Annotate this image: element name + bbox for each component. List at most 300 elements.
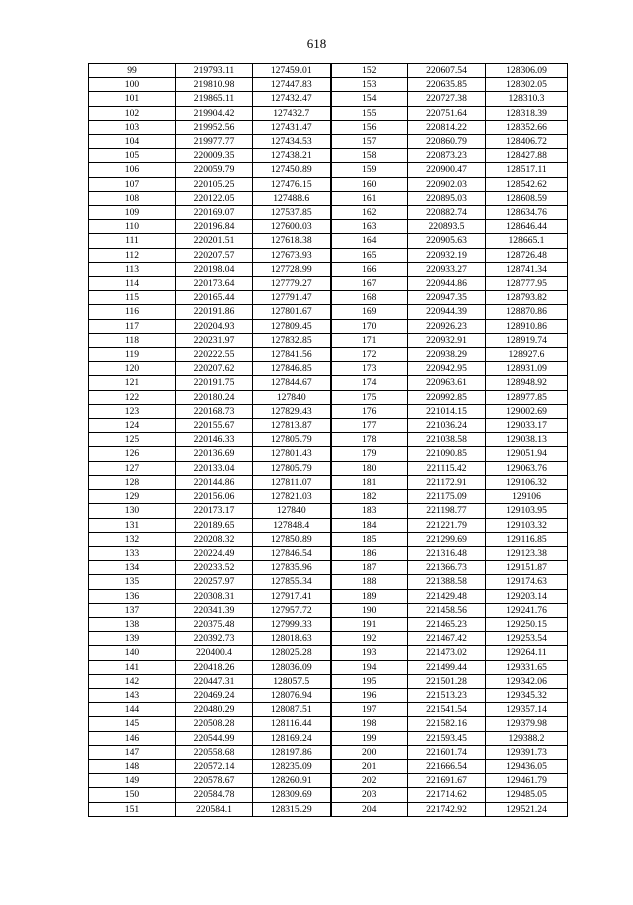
x-coordinate-right-cell: 221299.69: [408, 532, 486, 546]
table-row: [89, 532, 568, 546]
point-number-right-cell: 187: [331, 561, 408, 575]
y-coordinate-right-cell: 128910.86: [486, 319, 568, 333]
y-coordinate-left-cell: 127850.89: [253, 532, 331, 546]
point-number-right-cell: 157: [331, 135, 408, 149]
point-number-right-cell: 163: [331, 220, 408, 234]
point-number-right-cell: 172: [331, 348, 408, 362]
point-number-left-cell: 116: [89, 305, 176, 319]
point-number-right-cell: 159: [331, 163, 408, 177]
table-row: [89, 617, 568, 631]
table-row: [89, 64, 568, 78]
table-row: [89, 348, 568, 362]
y-coordinate-right-cell: 129038.13: [486, 433, 568, 447]
x-coordinate-left-cell: 220204.93: [176, 319, 253, 333]
y-coordinate-right-cell: 129461.79: [486, 774, 568, 788]
x-coordinate-right-cell: 221513.23: [408, 688, 486, 702]
y-coordinate-left-cell: 128315.29: [253, 802, 331, 816]
x-coordinate-left-cell: 220196.84: [176, 220, 253, 234]
y-coordinate-right-cell: 128919.74: [486, 333, 568, 347]
y-coordinate-left-cell: 127537.85: [253, 206, 331, 220]
table-row: [89, 319, 568, 333]
x-coordinate-left-cell: 219793.11: [176, 64, 253, 78]
y-coordinate-left-cell: 127791.47: [253, 291, 331, 305]
x-coordinate-left-cell: 219810.98: [176, 78, 253, 92]
table-row: [89, 589, 568, 603]
x-coordinate-right-cell: 221388.58: [408, 575, 486, 589]
point-number-left-cell: 117: [89, 319, 176, 333]
x-coordinate-right-cell: 220882.74: [408, 206, 486, 220]
x-coordinate-left-cell: 220392.73: [176, 632, 253, 646]
page-number: 618: [306, 36, 327, 51]
x-coordinate-left-cell: 220136.69: [176, 447, 253, 461]
point-number-left-cell: 109: [89, 206, 176, 220]
x-coordinate-right-cell: 221221.79: [408, 518, 486, 532]
point-number-right-cell: 155: [331, 106, 408, 120]
point-number-right-cell: 180: [331, 461, 408, 475]
x-coordinate-left-cell: 220544.99: [176, 731, 253, 745]
x-coordinate-left-cell: 220584.1: [176, 802, 253, 816]
point-number-right-cell: 177: [331, 419, 408, 433]
x-coordinate-right-cell: 221742.92: [408, 802, 486, 816]
y-coordinate-left-cell: 128036.09: [253, 660, 331, 674]
point-number-left-cell: 126: [89, 447, 176, 461]
point-number-left-cell: 121: [89, 376, 176, 390]
y-coordinate-right-cell: 129174.63: [486, 575, 568, 589]
x-coordinate-left-cell: 220584.78: [176, 788, 253, 802]
x-coordinate-left-cell: 220201.51: [176, 234, 253, 248]
y-coordinate-right-cell: 129002.69: [486, 404, 568, 418]
y-coordinate-right-cell: 129253.54: [486, 632, 568, 646]
point-number-right-cell: 195: [331, 674, 408, 688]
y-coordinate-right-cell: 129345.32: [486, 688, 568, 702]
y-coordinate-left-cell: 128076.94: [253, 688, 331, 702]
x-coordinate-right-cell: 220727.38: [408, 92, 486, 106]
x-coordinate-right-cell: 221473.02: [408, 646, 486, 660]
x-coordinate-left-cell: 220224.49: [176, 546, 253, 560]
x-coordinate-right-cell: 221090.85: [408, 447, 486, 461]
point-number-left-cell: 101: [89, 92, 176, 106]
y-coordinate-left-cell: 127728.99: [253, 262, 331, 276]
x-coordinate-left-cell: 220400.4: [176, 646, 253, 660]
point-number-left-cell: 99: [89, 64, 176, 78]
point-number-right-cell: 181: [331, 475, 408, 489]
point-number-right-cell: 175: [331, 390, 408, 404]
y-coordinate-left-cell: 127813.87: [253, 419, 331, 433]
y-coordinate-left-cell: 128169.24: [253, 731, 331, 745]
point-number-left-cell: 105: [89, 149, 176, 163]
table-row: [89, 518, 568, 532]
point-number-left-cell: 124: [89, 419, 176, 433]
point-number-left-cell: 129: [89, 490, 176, 504]
point-number-left-cell: 149: [89, 774, 176, 788]
y-coordinate-left-cell: 128235.09: [253, 759, 331, 773]
table-row: [89, 788, 568, 802]
y-coordinate-right-cell: 128318.39: [486, 106, 568, 120]
y-coordinate-left-cell: 127450.89: [253, 163, 331, 177]
point-number-left-cell: 144: [89, 703, 176, 717]
table-row: [89, 688, 568, 702]
table-row: [89, 632, 568, 646]
point-number-right-cell: 192: [331, 632, 408, 646]
point-number-left-cell: 139: [89, 632, 176, 646]
x-coordinate-right-cell: 220900.47: [408, 163, 486, 177]
x-coordinate-left-cell: 220233.52: [176, 561, 253, 575]
x-coordinate-left-cell: 220144.86: [176, 475, 253, 489]
table-row: [89, 802, 568, 816]
y-coordinate-right-cell: 128931.09: [486, 362, 568, 376]
point-number-right-cell: 184: [331, 518, 408, 532]
point-number-right-cell: 201: [331, 759, 408, 773]
y-coordinate-right-cell: 129103.95: [486, 504, 568, 518]
x-coordinate-left-cell: 220156.06: [176, 490, 253, 504]
table-row: [89, 731, 568, 745]
y-coordinate-left-cell: 127432.7: [253, 106, 331, 120]
y-coordinate-left-cell: 127832.85: [253, 333, 331, 347]
coordinates-table: [88, 63, 568, 817]
y-coordinate-left-cell: 127618.38: [253, 234, 331, 248]
y-coordinate-right-cell: 128542.62: [486, 177, 568, 191]
y-coordinate-right-cell: 128406.72: [486, 135, 568, 149]
point-number-right-cell: 199: [331, 731, 408, 745]
point-number-right-cell: 188: [331, 575, 408, 589]
table-row: [89, 163, 568, 177]
point-number-left-cell: 146: [89, 731, 176, 745]
x-coordinate-right-cell: 221198.77: [408, 504, 486, 518]
x-coordinate-left-cell: 220191.86: [176, 305, 253, 319]
point-number-right-cell: 186: [331, 546, 408, 560]
table-row: [89, 759, 568, 773]
y-coordinate-left-cell: 127447.83: [253, 78, 331, 92]
point-number-left-cell: 115: [89, 291, 176, 305]
table-row: [89, 447, 568, 461]
point-number-right-cell: 166: [331, 262, 408, 276]
table-row: [89, 106, 568, 120]
y-coordinate-right-cell: 128646.44: [486, 220, 568, 234]
y-coordinate-right-cell: 128310.3: [486, 92, 568, 106]
y-coordinate-left-cell: 127844.67: [253, 376, 331, 390]
point-number-left-cell: 119: [89, 348, 176, 362]
y-coordinate-left-cell: 127840: [253, 504, 331, 518]
y-coordinate-right-cell: 128517.11: [486, 163, 568, 177]
table-row: [89, 220, 568, 234]
table-row: [89, 333, 568, 347]
x-coordinate-right-cell: 220932.91: [408, 333, 486, 347]
y-coordinate-left-cell: 128057.5: [253, 674, 331, 688]
table-row: [89, 603, 568, 617]
y-coordinate-left-cell: 127779.27: [253, 277, 331, 291]
y-coordinate-right-cell: 129106.32: [486, 475, 568, 489]
table-row: [89, 277, 568, 291]
y-coordinate-right-cell: 129331.65: [486, 660, 568, 674]
x-coordinate-left-cell: 219904.42: [176, 106, 253, 120]
y-coordinate-left-cell: 128116.44: [253, 717, 331, 731]
y-coordinate-left-cell: 128087.51: [253, 703, 331, 717]
x-coordinate-left-cell: 220180.24: [176, 390, 253, 404]
x-coordinate-right-cell: 221541.54: [408, 703, 486, 717]
point-number-right-cell: 189: [331, 589, 408, 603]
x-coordinate-right-cell: 220893.5: [408, 220, 486, 234]
y-coordinate-right-cell: 129342.06: [486, 674, 568, 688]
x-coordinate-right-cell: 221499.44: [408, 660, 486, 674]
point-number-right-cell: 173: [331, 362, 408, 376]
x-coordinate-left-cell: 220191.75: [176, 376, 253, 390]
point-number-left-cell: 147: [89, 745, 176, 759]
point-number-right-cell: 176: [331, 404, 408, 418]
x-coordinate-left-cell: 220578.67: [176, 774, 253, 788]
x-coordinate-left-cell: 220341.39: [176, 603, 253, 617]
table-row: [89, 504, 568, 518]
y-coordinate-left-cell: 127434.53: [253, 135, 331, 149]
table-row: [89, 461, 568, 475]
point-number-left-cell: 132: [89, 532, 176, 546]
x-coordinate-right-cell: 221429.48: [408, 589, 486, 603]
y-coordinate-left-cell: 127846.85: [253, 362, 331, 376]
point-number-right-cell: 202: [331, 774, 408, 788]
table-row: [89, 660, 568, 674]
x-coordinate-left-cell: 220146.33: [176, 433, 253, 447]
y-coordinate-right-cell: 129521.24: [486, 802, 568, 816]
x-coordinate-left-cell: 220189.65: [176, 518, 253, 532]
y-coordinate-left-cell: 128197.86: [253, 745, 331, 759]
y-coordinate-right-cell: 129357.14: [486, 703, 568, 717]
x-coordinate-right-cell: 220938.29: [408, 348, 486, 362]
y-coordinate-right-cell: 129388.2: [486, 731, 568, 745]
table-row: [89, 404, 568, 418]
table-row: [89, 248, 568, 262]
point-number-right-cell: 203: [331, 788, 408, 802]
x-coordinate-left-cell: 220447.31: [176, 674, 253, 688]
table-row: [89, 546, 568, 560]
point-number-left-cell: 130: [89, 504, 176, 518]
table-row: [89, 419, 568, 433]
x-coordinate-right-cell: 220895.03: [408, 191, 486, 205]
x-coordinate-right-cell: 221467.42: [408, 632, 486, 646]
y-coordinate-right-cell: 128665.1: [486, 234, 568, 248]
point-number-right-cell: 153: [331, 78, 408, 92]
x-coordinate-right-cell: 220944.86: [408, 277, 486, 291]
y-coordinate-right-cell: 129103.32: [486, 518, 568, 532]
y-coordinate-left-cell: 127999.33: [253, 617, 331, 631]
x-coordinate-right-cell: 221666.54: [408, 759, 486, 773]
x-coordinate-left-cell: 219865.11: [176, 92, 253, 106]
y-coordinate-right-cell: 128352.66: [486, 120, 568, 134]
point-number-left-cell: 141: [89, 660, 176, 674]
table-row: [89, 561, 568, 575]
point-number-right-cell: 167: [331, 277, 408, 291]
x-coordinate-left-cell: 219977.77: [176, 135, 253, 149]
x-coordinate-right-cell: 220902.03: [408, 177, 486, 191]
y-coordinate-left-cell: 128260.91: [253, 774, 331, 788]
point-number-left-cell: 111: [89, 234, 176, 248]
y-coordinate-left-cell: 127801.43: [253, 447, 331, 461]
point-number-left-cell: 100: [89, 78, 176, 92]
point-number-right-cell: 179: [331, 447, 408, 461]
table-row: [89, 433, 568, 447]
point-number-right-cell: 168: [331, 291, 408, 305]
point-number-left-cell: 107: [89, 177, 176, 191]
x-coordinate-right-cell: 220607.54: [408, 64, 486, 78]
point-number-left-cell: 113: [89, 262, 176, 276]
table-row: [89, 135, 568, 149]
point-number-right-cell: 169: [331, 305, 408, 319]
x-coordinate-right-cell: 221172.91: [408, 475, 486, 489]
point-number-left-cell: 142: [89, 674, 176, 688]
x-coordinate-left-cell: 220059.79: [176, 163, 253, 177]
x-coordinate-right-cell: 220873.23: [408, 149, 486, 163]
y-coordinate-right-cell: 129123.38: [486, 546, 568, 560]
point-number-left-cell: 140: [89, 646, 176, 660]
point-number-left-cell: 150: [89, 788, 176, 802]
x-coordinate-left-cell: 219952.56: [176, 120, 253, 134]
point-number-right-cell: 191: [331, 617, 408, 631]
point-number-left-cell: 135: [89, 575, 176, 589]
x-coordinate-left-cell: 220508.28: [176, 717, 253, 731]
table-row: [89, 745, 568, 759]
point-number-left-cell: 145: [89, 717, 176, 731]
table-row: [89, 120, 568, 134]
y-coordinate-left-cell: 127809.45: [253, 319, 331, 333]
y-coordinate-right-cell: 129203.14: [486, 589, 568, 603]
y-coordinate-right-cell: 128777.95: [486, 277, 568, 291]
x-coordinate-right-cell: 221316.48: [408, 546, 486, 560]
y-coordinate-left-cell: 127841.56: [253, 348, 331, 362]
x-coordinate-left-cell: 220122.05: [176, 191, 253, 205]
y-coordinate-left-cell: 128025.28: [253, 646, 331, 660]
table-row: [89, 362, 568, 376]
table-row: [89, 390, 568, 404]
x-coordinate-left-cell: 220418.26: [176, 660, 253, 674]
point-number-right-cell: 160: [331, 177, 408, 191]
y-coordinate-left-cell: 127488.6: [253, 191, 331, 205]
table-row: [89, 703, 568, 717]
point-number-right-cell: 161: [331, 191, 408, 205]
point-number-right-cell: 171: [331, 333, 408, 347]
y-coordinate-right-cell: 129241.76: [486, 603, 568, 617]
point-number-right-cell: 183: [331, 504, 408, 518]
point-number-right-cell: 204: [331, 802, 408, 816]
x-coordinate-right-cell: 220933.27: [408, 262, 486, 276]
y-coordinate-left-cell: 127459.01: [253, 64, 331, 78]
point-number-left-cell: 138: [89, 617, 176, 631]
y-coordinate-left-cell: 127600.03: [253, 220, 331, 234]
x-coordinate-left-cell: 220558.68: [176, 745, 253, 759]
point-number-right-cell: 198: [331, 717, 408, 731]
point-number-left-cell: 151: [89, 802, 176, 816]
y-coordinate-left-cell: 127801.67: [253, 305, 331, 319]
x-coordinate-left-cell: 220375.48: [176, 617, 253, 631]
table-row: [89, 149, 568, 163]
x-coordinate-right-cell: 220905.63: [408, 234, 486, 248]
point-number-right-cell: 156: [331, 120, 408, 134]
x-coordinate-left-cell: 220105.25: [176, 177, 253, 191]
point-number-left-cell: 120: [89, 362, 176, 376]
table-row: [89, 78, 568, 92]
point-number-left-cell: 125: [89, 433, 176, 447]
x-coordinate-left-cell: 220231.97: [176, 333, 253, 347]
x-coordinate-left-cell: 220308.31: [176, 589, 253, 603]
x-coordinate-right-cell: 221458.56: [408, 603, 486, 617]
x-coordinate-left-cell: 220133.04: [176, 461, 253, 475]
table-row: [89, 291, 568, 305]
table-row: [89, 717, 568, 731]
table-row: [89, 674, 568, 688]
x-coordinate-right-cell: 220751.64: [408, 106, 486, 120]
x-coordinate-left-cell: 220009.35: [176, 149, 253, 163]
point-number-right-cell: 158: [331, 149, 408, 163]
point-number-right-cell: 174: [331, 376, 408, 390]
table-row: [89, 305, 568, 319]
point-number-left-cell: 148: [89, 759, 176, 773]
y-coordinate-left-cell: 127957.72: [253, 603, 331, 617]
x-coordinate-right-cell: 221501.28: [408, 674, 486, 688]
table-row: [89, 490, 568, 504]
point-number-right-cell: 162: [331, 206, 408, 220]
point-number-right-cell: 190: [331, 603, 408, 617]
y-coordinate-right-cell: 128977.85: [486, 390, 568, 404]
x-coordinate-left-cell: 220257.97: [176, 575, 253, 589]
x-coordinate-left-cell: 220222.55: [176, 348, 253, 362]
table-row: [89, 376, 568, 390]
point-number-left-cell: 128: [89, 475, 176, 489]
x-coordinate-right-cell: 221036.24: [408, 419, 486, 433]
y-coordinate-left-cell: 127805.79: [253, 433, 331, 447]
point-number-right-cell: 164: [331, 234, 408, 248]
coordinates-table-body: [89, 64, 568, 817]
point-number-right-cell: 193: [331, 646, 408, 660]
point-number-left-cell: 112: [89, 248, 176, 262]
y-coordinate-left-cell: 127835.96: [253, 561, 331, 575]
table-row: [89, 774, 568, 788]
y-coordinate-right-cell: 128306.09: [486, 64, 568, 78]
x-coordinate-left-cell: 220207.57: [176, 248, 253, 262]
x-coordinate-right-cell: 221175.09: [408, 490, 486, 504]
x-coordinate-left-cell: 220169.07: [176, 206, 253, 220]
y-coordinate-right-cell: 129250.15: [486, 617, 568, 631]
x-coordinate-right-cell: 220932.19: [408, 248, 486, 262]
x-coordinate-right-cell: 221691.67: [408, 774, 486, 788]
x-coordinate-right-cell: 221601.74: [408, 745, 486, 759]
y-coordinate-left-cell: 127805.79: [253, 461, 331, 475]
y-coordinate-left-cell: 128309.69: [253, 788, 331, 802]
table-row: [89, 177, 568, 191]
point-number-left-cell: 110: [89, 220, 176, 234]
table-row: [89, 206, 568, 220]
y-coordinate-right-cell: 129116.85: [486, 532, 568, 546]
y-coordinate-left-cell: 127476.15: [253, 177, 331, 191]
point-number-right-cell: 165: [331, 248, 408, 262]
y-coordinate-right-cell: 129391.73: [486, 745, 568, 759]
point-number-right-cell: 182: [331, 490, 408, 504]
point-number-left-cell: 102: [89, 106, 176, 120]
x-coordinate-right-cell: 221465.23: [408, 617, 486, 631]
y-coordinate-right-cell: 128927.6: [486, 348, 568, 362]
x-coordinate-left-cell: 220198.04: [176, 262, 253, 276]
point-number-right-cell: 170: [331, 319, 408, 333]
x-coordinate-right-cell: 221593.45: [408, 731, 486, 745]
y-coordinate-left-cell: 127821.03: [253, 490, 331, 504]
point-number-right-cell: 185: [331, 532, 408, 546]
y-coordinate-left-cell: 127846.54: [253, 546, 331, 560]
point-number-right-cell: 194: [331, 660, 408, 674]
y-coordinate-right-cell: 128741.34: [486, 262, 568, 276]
y-coordinate-left-cell: 127438.21: [253, 149, 331, 163]
x-coordinate-left-cell: 220168.73: [176, 404, 253, 418]
y-coordinate-right-cell: 128427.88: [486, 149, 568, 163]
point-number-left-cell: 118: [89, 333, 176, 347]
point-number-left-cell: 122: [89, 390, 176, 404]
point-number-left-cell: 143: [89, 688, 176, 702]
point-number-right-cell: 196: [331, 688, 408, 702]
